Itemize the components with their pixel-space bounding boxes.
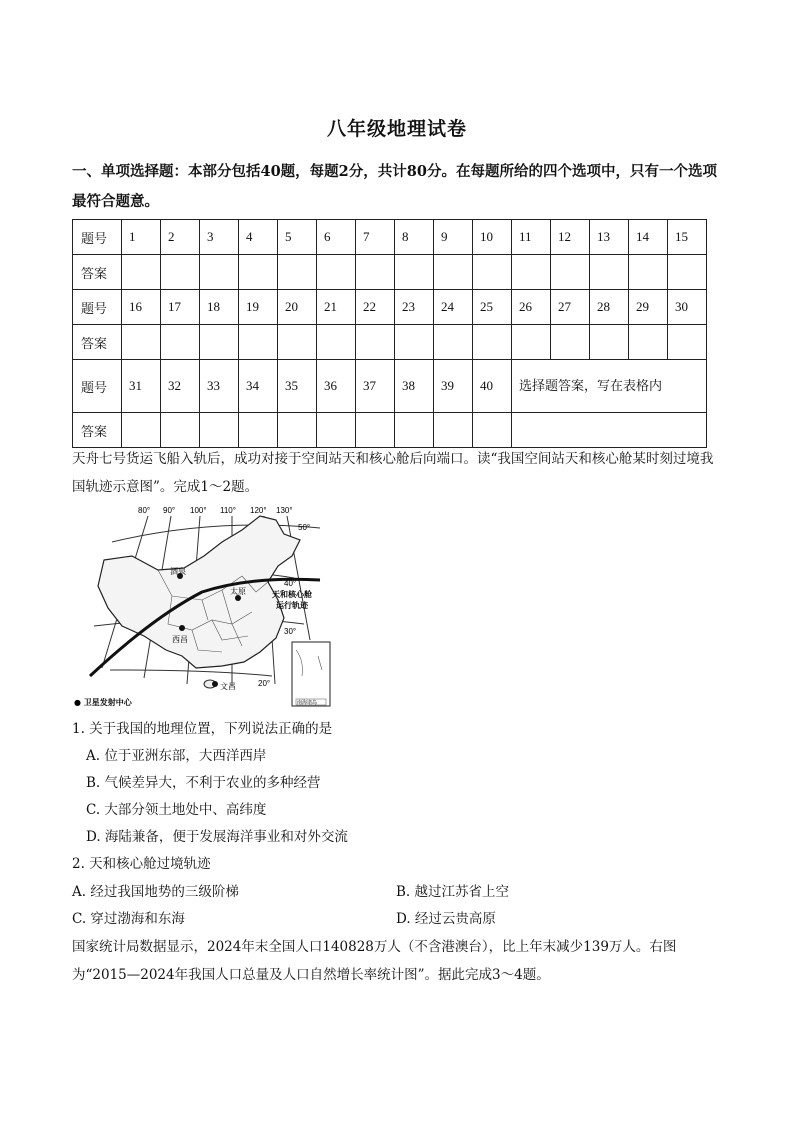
table-row [73, 255, 707, 290]
place-label: 酒泉 [170, 567, 186, 576]
place-label: 文昌 [220, 682, 236, 691]
answer-cell[interactable] [395, 255, 434, 290]
table-row [73, 325, 707, 360]
lon-label: 120° [250, 506, 267, 515]
section-heading: 一、单项选择题：本部分包括40题，每题2分，共计80分。在每题所给的四个选项中，只有一个选项最符合题意。 [72, 163, 717, 210]
question-number: 19 [239, 290, 278, 325]
question-number-label: 题号 [73, 290, 122, 325]
place-label: 西昌 [172, 635, 188, 644]
answer-cell[interactable] [239, 413, 278, 448]
answer-cell[interactable] [668, 325, 707, 360]
table-row [73, 413, 707, 448]
answer-cell[interactable] [434, 413, 473, 448]
lat-label: 30° [284, 627, 297, 636]
lat-label: 50° [298, 523, 311, 532]
answer-cell[interactable] [122, 325, 161, 360]
map-legend: ● 卫星发射中心 [74, 698, 132, 707]
answer-cell[interactable] [239, 255, 278, 290]
question-number: 10 [473, 220, 512, 255]
q1-option-c[interactable]: C. 大部分领土地处中、高纬度 [86, 802, 267, 818]
question-2-stem: 2. 天和核心舱过境轨迹 [72, 856, 211, 872]
question-number: 26 [512, 290, 551, 325]
table-row [73, 360, 707, 413]
question-number: 40 [473, 360, 512, 413]
passage-2: 国家统计局数据显示，2024年末全国人口140828万人（不含港澳台），比上年末减少139万人。右图为“2015—2024年我国人口总量及人口自然增长率统计图”。据此完成3～4题。 [72, 939, 677, 983]
answer-cell[interactable] [434, 255, 473, 290]
question-number: 29 [629, 290, 668, 325]
question-number: 23 [395, 290, 434, 325]
question-number: 11 [512, 220, 551, 255]
answer-cell[interactable] [278, 325, 317, 360]
place-label: 太原 [230, 587, 246, 596]
answer-cell[interactable] [512, 255, 551, 290]
question-number: 25 [473, 290, 512, 325]
question-number: 30 [668, 290, 707, 325]
answer-cell[interactable] [551, 325, 590, 360]
table-note: 选择题答案，写在表格内 [512, 360, 707, 413]
answer-cell[interactable] [356, 413, 395, 448]
site-marker [212, 681, 218, 687]
answer-cell[interactable] [161, 255, 200, 290]
table-row [73, 220, 707, 255]
question-number: 24 [434, 290, 473, 325]
question-number: 38 [395, 360, 434, 413]
answer-cell[interactable] [278, 413, 317, 448]
lat-label: 20° [258, 679, 271, 688]
answer-cell[interactable] [512, 325, 551, 360]
question-number: 16 [122, 290, 161, 325]
answer-cell[interactable] [122, 413, 161, 448]
question-number: 39 [434, 360, 473, 413]
lat-label: 40° [284, 579, 297, 588]
answer-cell[interactable] [551, 255, 590, 290]
question-number: 8 [395, 220, 434, 255]
passage-1: 天舟七号货运飞船入轨后，成功对接于空间站天和核心舱后向端口。读“我国空间站天和核心舱某时刻过境我国轨迹示意图”。完成1～2题。 [72, 451, 714, 495]
lon-label: 90° [163, 506, 176, 515]
answer-table [72, 219, 707, 448]
question-number: 13 [590, 220, 629, 255]
question-number: 33 [200, 360, 239, 413]
answer-cell[interactable] [161, 413, 200, 448]
question-number: 14 [629, 220, 668, 255]
answer-cell[interactable] [278, 255, 317, 290]
question-number: 21 [317, 290, 356, 325]
lon-label: 100° [190, 506, 207, 515]
answer-cell[interactable] [473, 325, 512, 360]
empty-cell [512, 413, 707, 448]
question-number: 31 [122, 360, 161, 413]
answer-cell[interactable] [629, 325, 668, 360]
q1-option-a[interactable]: A. 位于亚洲东部，大西洋西岸 [86, 748, 267, 764]
answer-cell[interactable] [590, 255, 629, 290]
question-number: 7 [356, 220, 395, 255]
question-number: 20 [278, 290, 317, 325]
answer-cell[interactable] [434, 325, 473, 360]
answer-cell[interactable] [317, 325, 356, 360]
question-number: 22 [356, 290, 395, 325]
answer-cell[interactable] [161, 325, 200, 360]
answer-cell[interactable] [239, 325, 278, 360]
answer-cell[interactable] [590, 325, 629, 360]
question-number: 36 [317, 360, 356, 413]
answer-label: 答案 [73, 413, 122, 448]
answer-cell[interactable] [668, 255, 707, 290]
question-number: 1 [122, 220, 161, 255]
inset-frame [292, 642, 330, 706]
q2-option-b[interactable]: B. 越过江苏省上空 [396, 884, 510, 900]
q1-option-d[interactable]: D. 海陆兼备，便于发展海洋事业和对外交流 [86, 829, 348, 845]
table-row [73, 290, 707, 325]
answer-cell[interactable] [356, 255, 395, 290]
answer-cell[interactable] [356, 325, 395, 360]
answer-cell[interactable] [395, 413, 434, 448]
q2-option-a[interactable]: A. 经过我国地势的三级阶梯 [72, 884, 239, 900]
question-number: 9 [434, 220, 473, 255]
question-number: 12 [551, 220, 590, 255]
question-number: 17 [161, 290, 200, 325]
q2-option-d[interactable]: D. 经过云贵高原 [396, 911, 496, 927]
question-number: 5 [278, 220, 317, 255]
orbit-label: 运行轨迹 [276, 601, 308, 610]
question-number: 4 [239, 220, 278, 255]
orbit-map [72, 500, 334, 712]
question-number: 27 [551, 290, 590, 325]
answer-cell[interactable] [317, 413, 356, 448]
question-number: 3 [200, 220, 239, 255]
answer-label: 答案 [73, 255, 122, 290]
answer-label: 答案 [73, 325, 122, 360]
answer-cell[interactable] [317, 255, 356, 290]
answer-cell[interactable] [473, 255, 512, 290]
question-number: 34 [239, 360, 278, 413]
inset-label: 南海诸岛 [297, 700, 318, 706]
site-marker [179, 625, 185, 631]
answer-cell[interactable] [395, 325, 434, 360]
orbit-label: 天和核心舱 [272, 590, 312, 599]
page-title: 八年级地理试卷 [326, 118, 467, 140]
question-number: 35 [278, 360, 317, 413]
answer-cell[interactable] [200, 413, 239, 448]
answer-cell[interactable] [200, 255, 239, 290]
lon-label: 80° [138, 506, 151, 515]
question-number: 2 [161, 220, 200, 255]
question-number: 28 [590, 290, 629, 325]
answer-cell[interactable] [200, 325, 239, 360]
answer-cell[interactable] [122, 255, 161, 290]
question-number: 15 [668, 220, 707, 255]
q1-option-b[interactable]: B. 气候差异大，不利于农业的多种经营 [86, 775, 321, 791]
question-number: 6 [317, 220, 356, 255]
answer-cell[interactable] [473, 413, 512, 448]
question-number-label: 题号 [73, 220, 122, 255]
question-number-label: 题号 [73, 360, 122, 413]
lon-label: 110° [220, 506, 236, 515]
q2-option-c[interactable]: C. 穿过渤海和东海 [72, 911, 185, 927]
lon-label: 130° [276, 506, 293, 515]
answer-cell[interactable] [629, 255, 668, 290]
question-1-stem: 1. 关于我国的地理位置，下列说法正确的是 [72, 721, 333, 737]
question-number: 37 [356, 360, 395, 413]
question-number: 32 [161, 360, 200, 413]
question-number: 18 [200, 290, 239, 325]
